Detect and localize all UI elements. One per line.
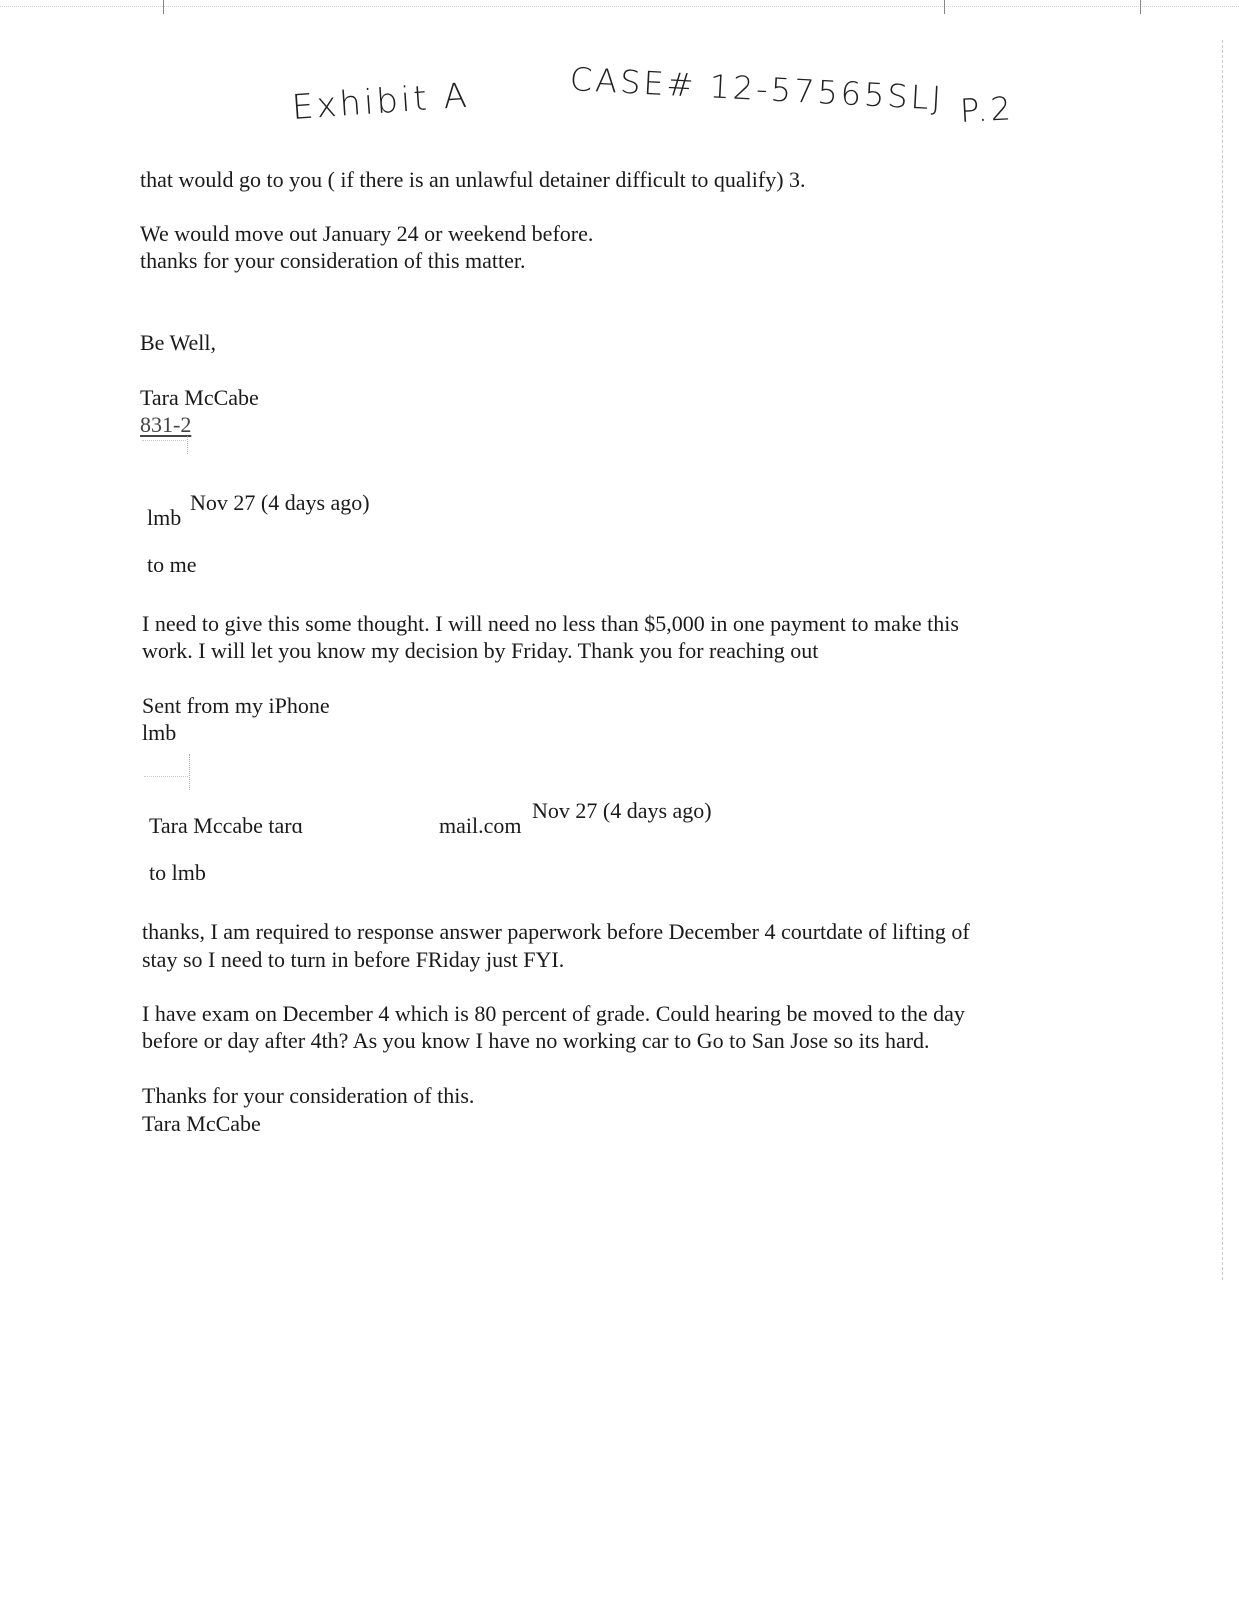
email3-thanks: Thanks for your consideration of this.: [142, 1083, 475, 1108]
redaction-dots: [187, 436, 188, 454]
email2-signoff: lmb: [142, 720, 177, 745]
scan-mark: [944, 0, 945, 14]
redaction-dots: [144, 776, 188, 777]
email1-closing: Be Well,: [140, 330, 217, 355]
email1-body-line: that would go to you ( if there is an unlawful detainer difficult to qualify) 3.: [140, 167, 806, 192]
scan-mark: [1140, 0, 1141, 14]
scan-top-edge: [0, 0, 1239, 7]
scan-right-edge: [1222, 40, 1223, 1280]
email1-signature-name: Tara McCabe: [140, 385, 259, 410]
handwritten-exhibit-label: Exhibit A: [290, 75, 471, 128]
email3-sender-name: Tara Mccabe tarɑ: [149, 813, 304, 838]
email2-sender: lmb: [147, 505, 182, 530]
email2-body-line: I need to give this some thought. I will need no less than $5,000 in one payment to make this: [142, 611, 959, 636]
redaction-dots: [189, 754, 190, 790]
email3-recipient: to lmb: [149, 860, 206, 885]
handwritten-page-number: P.2: [959, 89, 1015, 130]
email1-signature-phone: 831-2: [140, 412, 192, 437]
email3-date: Nov 27 (4 days ago): [532, 798, 712, 823]
email3-body-line: stay so I need to turn in before FRiday just FYI.: [142, 947, 565, 972]
email3-sender-domain: mail.com: [439, 813, 522, 838]
email2-body-line: work. I will let you know my decision by Friday. Thank you for reaching out: [142, 638, 819, 663]
email1-body-line: thanks for your consideration of this matter.: [140, 248, 526, 273]
email2-date: Nov 27 (4 days ago): [190, 490, 370, 515]
email2-recipient: to me: [147, 552, 197, 577]
scan-mark: [163, 0, 164, 14]
email2-sent-from: Sent from my iPhone: [142, 693, 330, 718]
redaction-dots: [142, 440, 186, 441]
email3-body-line: before or day after 4th? As you know I have no working car to Go to San Jose so its hard.: [142, 1028, 930, 1053]
handwritten-case-number: CASE# 12-57565SLJ: [569, 60, 945, 118]
email3-body-line: thanks, I am required to response answer paperwork before December 4 courtdate of lifting of: [142, 919, 970, 944]
email3-body-line: I have exam on December 4 which is 80 percent of grade. Could hearing be moved to the day: [142, 1001, 965, 1026]
email3-signature: Tara McCabe: [142, 1111, 261, 1136]
email1-body-line: We would move out January 24 or weekend before.: [140, 221, 594, 246]
